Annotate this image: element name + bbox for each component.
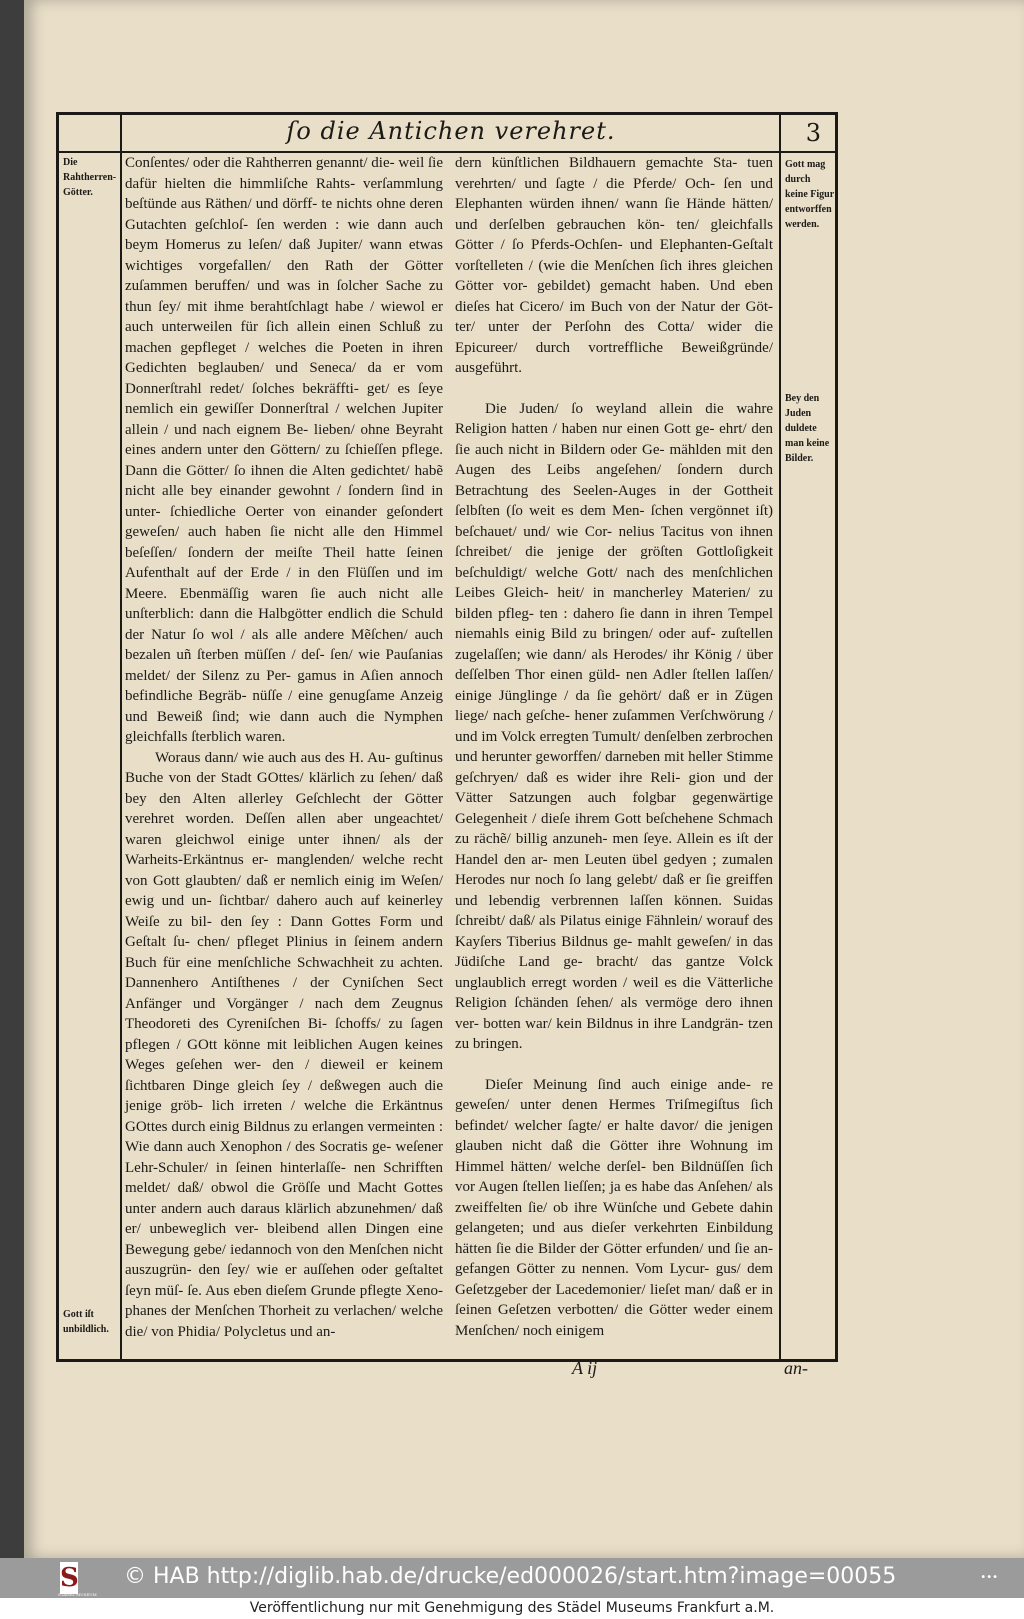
logo-caption: STÄDEL MUSEUM [58,1592,97,1597]
catchword: an- [784,1358,808,1378]
margin-note: Bey den Juden duldete man keine Bilder. [785,393,830,464]
stadel-logo-icon: S [60,1563,79,1593]
left-margin-rule [120,115,122,1359]
left-column [125,153,443,1342]
running-head: ſo die Antichen verehret. [286,117,616,145]
footer-dots: ••• [980,1572,998,1583]
right-column [455,153,773,1341]
footer-bar [0,1558,1024,1598]
paragraph: dern künſtlichen Bildhauern gemachte Sta- tuen verehrten/ und ſagte / die Pferde/ Och- ſen und Elephanten würden ihnen/ wann ſie Hände hätten/ und derſelben gebrauchen kön- ten/ gleichfalls Götter / ſo Pferds-Ochſen- und Elephanten-Geſtalt vorſtelleten / (wie die Menſchen ſich ihres gleichen Götter vor- gebildet) gemacht haben. Und eben dieſes hat Cicero/ im Buch von der Natur der Göt- ter/ unter der Perſohn des Cotta/ wider die Epicureer/ durch vortreffliche Beweißgründe/ ausgeführt. [455,155,773,376]
paragraph: Conſentes/ oder die Rahtherren genannt/ die- weil ſie dafür hielten die himmliſche Rahts- verſammlung beſtünde aus Räthen/ und dörff- te nichts ohne deren Gutachten geſchloſ- ſen werden : wie dann auch beym Homerus zu leſen/ daß Jupiter/ wann etwas wichtiges vorgefallen/ den Rath der Götter zuſammen beruffen/ und was in ſolcher Sache zu thun ſey/ mit ihme berahtſchlagt habe / wiewol er auch unterweilen für ſich allein einen Schluß zu machen gepfleget / welches die Poeten in ihren Gedichten beglauben/ und Seneca/ da er vom Donnerſtrahl redet/ ſolches bekräffti- get/ es ſeye nemlich ein gewiſſer Donnerſtral / welchen Jupiter allein / und nach eignem Be- lieben/ ohne Beyraht eines andern unter den Göttern/ zu ſchieſſen pflege. Dann die Götter/ ſo ihnen die Alten gedichtet/ habẽ nicht alle bey einander gewohnt / ſondern ſind in unter- ſchiedliche Oerter von einander geſondert geweſen/ auch haben ſie nicht alle den Himmel beſeſſen/ ſondern der meiſte Theil hatte ſeinen Aufenthalt auf der Erde / in den Flüſſen und im Meere. Ebenmäſſig waren ſie auch nicht alle unſterblich: dann die Halbgötter endlich die Schuld der Natur ſo wol / als alle andere Mẽſchen/ auch bezalen uñ ſterben müſſen / deſ- ſen/ wie Pauſanias meldet/ der Silenz zu Per- gamus in Aſien annoch befindliche Begräb- nüſſe / eine genugſame Anzeig und Beweiß ſind; wie dann auch die Nymphen gleichfalls ſterblich waren. [125,155,443,745]
paragraph: Dieſer Meinung ſind auch einige ande- re geweſen/ unter denen Hermes Triſmegiſtus ſich befindet/ welcher ſagte/ er halte davor/ die jenigen glauben nicht daß die Götter ihre Wohnung im Himmel hätten/ welche derſel- ben Bildnüſſen ſich vor Augen ſtellen lieſſen; ja es habe das Anſehen/ als zweiffelten ſie/ ob ihre Wünſche und Gebete dahin gelangeten; und aus dieſer verkehrten Einbildung hätten ſie die Bilder der Götter erfunden/ und ſie an- gefangen Götter zu nennen. Vom Lycur- gus/ dem Geſetzgeber der Lacedemonier/ lieſet man/ daß er in ſeinen Geſetzen verbotten/ die Götter weder einem Menſchen/ noch einigem [455,1076,773,1339]
copyright-link[interactable]: © HAB http://diglib.hab.de/drucke/ed000026/start.htm?image=00055 [124,1564,897,1589]
footer [0,1558,1024,1619]
book-page [24,0,1024,1558]
text-frame [56,112,838,1362]
signature-mark: A ij [572,1358,598,1378]
margin-note: Gott iſt unbildlich. [63,1309,109,1335]
margin-note: Gott mag durch keine Figur entworffen werden. [785,159,834,230]
right-margin-rule [779,115,781,1359]
page-number: 3 [805,119,821,147]
paragraph: Die Juden/ ſo weyland allein die wahre Religion hatten / haben nur einen Gott ge- ehrt/ den ſie auch nicht in Bildern oder Ge- mählden mit den Augen des Leibs angeſehen/ ſondern durch Betrachtung des Seelen-Auges in der Gottheit ſelbſten (ſo weit es dem Men- ſchen vergönnet iſt) beſchauet/ und/ wie Cor- nelius Tacitus von ihnen ſchreibet/ die jenige der gröſten Gottloſigkeit beſchuldigt/ welche Gott/ nach des menſchlichen Leibes Gleich- heit/ in mancherley Materien/ zu bilden pfleg- ten : dahero ſie dann in ihren Tempel niemahls einig Bild zu bringen/ oder auf- zuſtellen zugelaſſen; wie dann/ als Herodes/ ihr König / über deſſelben Thor einen güld- nen Adler ſtellen laſſen/ einige Jünglinge / da ſie gehört/ daß er in Zügen liege/ nach geſche- hener zuſammen Verſchwörung / und im Volck erregten Tumult/ denſelben zerbrochen und herunter geworffen/ darneben mit heller Stimme geſchryen/ daß es wider ihre Reli- gion und der Vätter Satzungen auch folgbar gegenwärtige Gelegenheit / dieſe ihrem Gott beſchehene Schmach zu rächẽ/ billig anzuneh- men ſeye. Allein es iſt der Handel den ar- men Leuten übel gedyen ; zumalen Herodes nur noch ſo lang gelebt/ daß er ſie greiffen und lebendig verbrennen laſſen können. Suidas ſchreibt/ daß/ als Pilatus einige Fähnlein/ worauf des Kayſers Tiberius Bildnus ge- mahlt geweſen/ in das Jüdiſche Land ge- bracht/ das gantze Volck unglaublich erregt worden / weil es die Vätterliche Religion ſchänden ſehen/ als vermöge dero ihnen ver- botten war/ kein Bildnus in ihre Landgrän- tzen zu bringen. [455,400,773,1052]
margin-note: Die Rahtherren-Götter. [63,157,117,198]
paragraph: Woraus dann/ wie auch aus des H. Au- guſtinus Buche von der Stadt GOttes/ klärlich zu ſehen/ daß bey den Alten allerley Geſchlecht der Götter verehret worden. Deſſen allen aber ungeachtet/ waren gleichwol einige unter ihnen/ als der Warheits-Erkäntnus er- manglenden/ welche recht von Gott glaubten/ daß er nemlich einig im Weſen/ ewig und un- ſichtbar/ dahero auch auf keinerley Weiſe zu bil- den ſey : Dann Gottes Form und Geſtalt ſu- chen/ pfleget Plinius in ſeinem andern Buch für eine menſchliche Schwachheit zu achten. Dannenhero Antiſthenes / der Cyniſchen Sect Anfänger und Vorgänger / nach dem Zeugnus Theodoreti des Cyreniſchen Bi- ſchoffs/ zu ſagen pflegen / GOtt könne mit leiblichen Augen keines Weges geſehen wer- den / dieweil er keinem ſichtbaren Dinge gleich ſey / deßwegen auch die jenige gröb- lich irreten / welche die Erkäntnus GOttes durch einig Bildnus zu erlangen vermeinten : Wie dann auch Xenophon / des Socratis ge- weſener Lehr-Schuler/ in ſeinen hinterlaſſe- nen Schrifften meldet/ daß/ obwol die Gröſſe und Macht Gottes unter andern auch daraus klärlich abzunehmen/ daß er/ unbeweglich ver- bleibend allen Dingen eine Bewegung gebe/ iedannoch von den Menſchen nicht auszugrün- den ſey/ wie er auſſehen oder geſtaltet ſeyn müſ- ſe. Aus eben dieſem Grunde pflegte Xeno- phanes der Menſchen Thorheit zu verlachen/ welche die/ von Phidia/ Polycletus und an- [125,749,443,1340]
permission-notice: Veröffentlichung nur mit Genehmigung des Städel Museums Frankfurt a.M. [249,1600,775,1616]
